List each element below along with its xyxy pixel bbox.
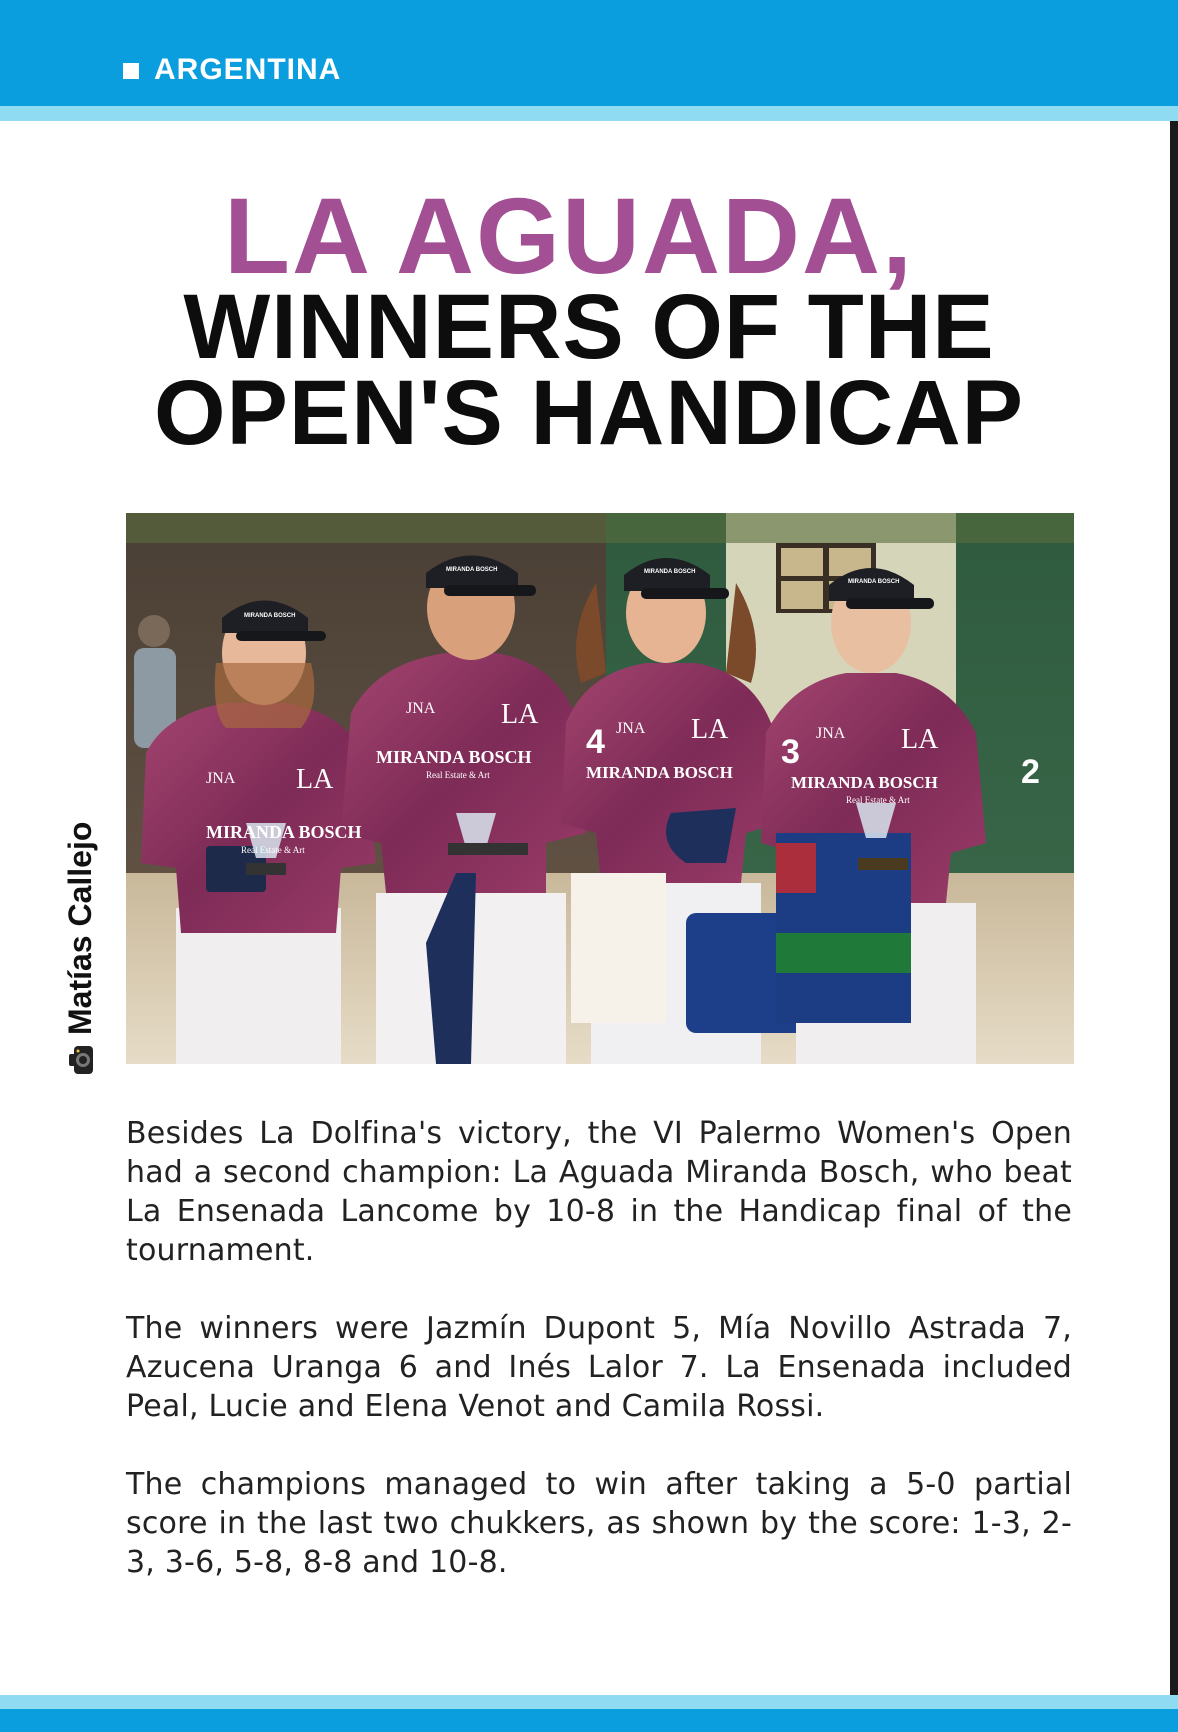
article-paragraph: Besides La Dolfina's victory, the VI Palermo Women's Open had a second champion: La Aguada Miranda Bosch, who beat La Ensenada Lancome by 10-8 in the Handicap final of the tournament.: [126, 1116, 1072, 1268]
jersey-logo-1: LA: [296, 764, 334, 795]
headline-accent: LA AGUADA,: [224, 175, 914, 296]
jersey-logo-2: LA: [501, 699, 539, 730]
headline: [0, 175, 1178, 464]
article-body: [126, 1114, 1072, 1621]
cap-text-2: MIRANDA BOSCH: [446, 567, 498, 573]
photo-credit-name: Matías Callejo: [62, 821, 98, 1035]
article-paragraph: The champions managed to win after taking a 5-0 partial score in the last two chukkers, as shown by the score: 1-3, 2-3, 3-6, 5-8, 8-8 and 10-8.: [126, 1467, 1072, 1580]
jersey-text-4: MIRANDA BOSCH: [791, 773, 938, 792]
jersey-number-3: 3: [781, 733, 800, 771]
jersey-sub-1: Real Estate & Art: [241, 845, 305, 855]
jersey-number-4: 4: [586, 723, 605, 761]
cap-text-3: MIRANDA BOSCH: [644, 569, 696, 575]
jersey-logo-4: LA: [901, 724, 939, 755]
cap-text-1: MIRANDA BOSCH: [244, 613, 296, 619]
cap-text-4: MIRANDA BOSCH: [848, 579, 900, 585]
sponsor-logo-2: JNA: [406, 700, 436, 717]
jersey-number-2: 2: [1021, 753, 1040, 791]
camera-icon: [67, 1045, 95, 1075]
sponsor-logo-4: JNA: [816, 725, 846, 742]
jersey-text-1: MIRANDA BOSCH: [206, 822, 362, 842]
footer-stripe: [0, 1695, 1178, 1709]
footer-band: [0, 1709, 1178, 1732]
section-bullet-icon: [123, 63, 139, 79]
header-stripe: [0, 106, 1178, 121]
jersey-text-3: MIRANDA BOSCH: [586, 763, 733, 782]
headline-line-2: OPEN'S HANDICAP: [153, 362, 1025, 464]
jersey-sub-4: Real Estate & Art: [846, 795, 910, 805]
jersey-text-2: MIRANDA BOSCH: [376, 747, 532, 767]
sponsor-logo-1: JNA: [206, 770, 236, 787]
section-label: ARGENTINA: [154, 53, 342, 86]
headline-line-1: WINNERS OF THE: [183, 276, 995, 378]
article-paragraph: The winners were Jazmín Dupont 5, Mía Novillo Astrada 7, Azucena Uranga 6 and Inés Lalor 7. La Ensenada included Peal, Lucie and Elena Venot and Camila Rossi.: [126, 1311, 1072, 1424]
team-photo: [126, 513, 1074, 1064]
jersey-logo-3: LA: [691, 714, 729, 745]
sponsor-logo-3: JNA: [616, 720, 646, 737]
jersey-sub-2: Real Estate & Art: [426, 770, 490, 780]
photo-credit: [62, 822, 99, 1075]
